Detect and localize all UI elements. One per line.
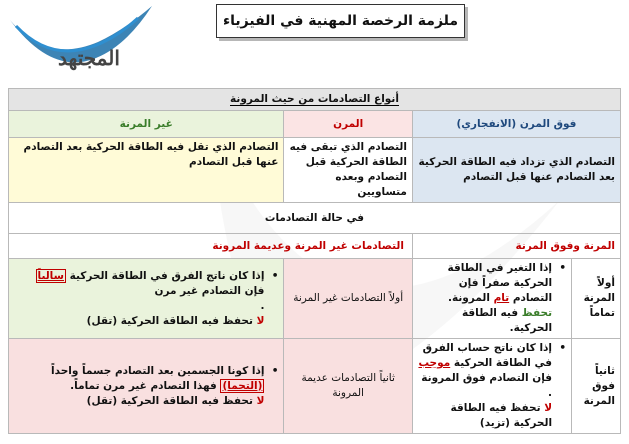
- case1-inelastic-text: • إذا كان ناتج الفرق في الطاقة الحركية سالباً فإن التصادم غير مرن . لا تحفظ فيه الطاقة الحركية (تقل): [9, 259, 284, 339]
- page-title: ملزمة الرخصة المهنية في الفيزياء: [216, 4, 465, 38]
- elastic-group-title: المرنة وفوق المرنة: [412, 234, 620, 259]
- case1-elastic-text: • إذا التغير في الطاقة الحركية صفراً فإن التصادم تام المرونة. تحفظ فيه الطاقة الحركية.: [412, 259, 571, 339]
- case2-elastic-label: ثانياً فوق المرنة: [572, 339, 621, 434]
- case2-inelastic-label: ثانياً التصادمات عديمة المرونة: [284, 339, 413, 434]
- type-elastic-name: المرن: [284, 111, 413, 138]
- section1-heading-row: [9, 89, 621, 111]
- type-inelastic-desc: التصادم الذي تقل فيه الطاقة الحركية بعد التصادم عنها قبل التصادم: [9, 138, 284, 203]
- type-superelastic-desc: التصادم الذي تزداد فيه الطاقة الحركية بعد التصادم عنها قبل التصادم: [412, 138, 620, 203]
- section2-heading: في حالة التصادمات: [9, 203, 621, 234]
- collisions-table: [8, 88, 621, 434]
- case-row-1: [9, 259, 621, 339]
- case2-inelastic-text: • إذا كونا الجسمين بعد التصادم جسماً واحداً (التحما) فهذا التصادم غير مرن تماماً. لا تحفظ فيه الطاقة الحركية (تقل): [9, 339, 284, 434]
- types-header-row: [9, 111, 621, 138]
- section2-titles-row: [9, 234, 621, 259]
- logo-swoosh-icon: [6, 2, 156, 82]
- section1-heading: أنواع التصادمات من حيث المرونة: [230, 93, 399, 105]
- section2-heading-row: [9, 203, 621, 234]
- inelastic-group-title: التصادمات غير المرنة وعديمة المرونة: [9, 234, 413, 259]
- case1-elastic-label: أولاً المرنة تماماً: [572, 259, 621, 339]
- type-elastic-desc: التصادم الذي تبقى فيه الطاقة الحركية قبل التصادم وبعده متساويين: [284, 138, 413, 203]
- types-desc-row: [9, 138, 621, 203]
- case1-inelastic-label: أولاً التصادمات غير المرنة: [284, 259, 413, 339]
- case-row-2: [9, 339, 621, 434]
- type-inelastic-name: غير المرنة: [9, 111, 284, 138]
- logo: [6, 2, 156, 82]
- type-superelastic-name: فوق المرن (الانفجاري): [412, 111, 620, 138]
- case2-elastic-text: • إذا كان ناتج حساب الفرق في الطاقة الحركية موجب فإن التصادم فوق المرونة . لا تحفظ فيه الطاقة الحركية (تزيد): [412, 339, 571, 434]
- logo-text: المجتهد: [58, 46, 120, 70]
